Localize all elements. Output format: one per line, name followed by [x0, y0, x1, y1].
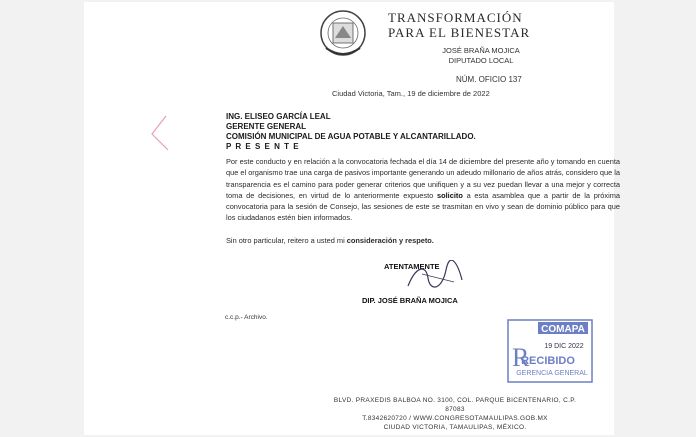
svg-text:COMAPA: COMAPA — [541, 324, 585, 335]
addressee-name: ING. ELISEO GARCÍA LEAL — [226, 112, 331, 121]
oficio-number: NÚM. OFICIO 137 — [456, 75, 522, 84]
addressee-title: GERENTE GENERAL — [226, 122, 307, 131]
footer-line-2: T.8342620720 / WWW.CONGRESOTAMAULIPAS.GOB.MX — [362, 415, 548, 422]
closing-text-bold: consideración y respeto. — [346, 236, 434, 245]
svg-text:GERENCIA GENERAL: GERENCIA GENERAL — [516, 370, 588, 377]
body-text-part1: Por este conducto y en relación a la convocatoria fechada el día 14 de diciembre del presente año y tomando en cuenta que el organismo trae una carga de pasivos importante generando un adeudo millonario de años atrás, considero que la transparencia es el camino para poder generar criterios que unifiquen y a su vez puedan llevar a una mejor y correcta toma de decisiones, en virtud de lo anteriormente expuesto — [226, 157, 621, 200]
sender-name: JOSÉ BRAÑA MOJICA — [442, 46, 520, 55]
ccp-archivo: c.c.p.- Archivo. — [225, 314, 268, 321]
addressee-organization: COMISIÓN MUNICIPAL DE AGUA POTABLE Y ALCANTARILLADO. — [226, 132, 476, 141]
footer-line-1: BLVD. PRAXEDIS BALBOA NO. 3100, COL. PARQUE BICENTENARIO, C.P. 87083 — [333, 397, 577, 413]
svg-text:RECIBIDO: RECIBIDO — [521, 355, 575, 367]
sender-title: DIPUTADO LOCAL — [448, 56, 514, 65]
brand-line-2: PARA EL BIENESTAR — [388, 25, 531, 40]
handwritten-signature — [402, 260, 472, 294]
brand-header — [388, 10, 530, 40]
closing-text: Sin otro particular, reitero a usted mi — [226, 236, 345, 245]
place-date: Ciudad Victoria, Tam., 19 de diciembre de 2022 — [332, 89, 490, 98]
closing-line — [226, 236, 434, 245]
congress-seal-logo — [308, 8, 378, 58]
stamp-frame — [498, 318, 602, 384]
brand-line-1: TRANSFORMACIÓN — [388, 10, 523, 25]
svg-text:R: R — [512, 343, 530, 372]
footer-line-3: CIUDAD VICTORIA, TAMAULIPAS, MÉXICO. — [383, 424, 527, 431]
presente: P R E S E N T E — [226, 142, 300, 151]
body-paragraph — [226, 156, 620, 224]
letter-page — [84, 2, 621, 435]
received-stamp — [498, 318, 602, 384]
signer-name: DIP. JOSÉ BRAÑA MOJICA — [362, 296, 458, 305]
body-text-bold: solicito — [436, 190, 463, 200]
body-text-part2: a esta asamblea que a partir de la próxima convocatoria para la sesión de Consejo, las sesiones de este se trasmitan en vivo y sean de dominio público para que los ciudadanos estén bien informados. — [226, 190, 621, 223]
addressee-block — [226, 112, 476, 152]
sender-block — [436, 46, 526, 66]
margin-mark — [146, 114, 176, 154]
svg-text:19 DIC 2022: 19 DIC 2022 — [544, 343, 584, 350]
footer-address — [330, 396, 580, 432]
atentamente: ATENTAMENTE — [384, 262, 440, 271]
